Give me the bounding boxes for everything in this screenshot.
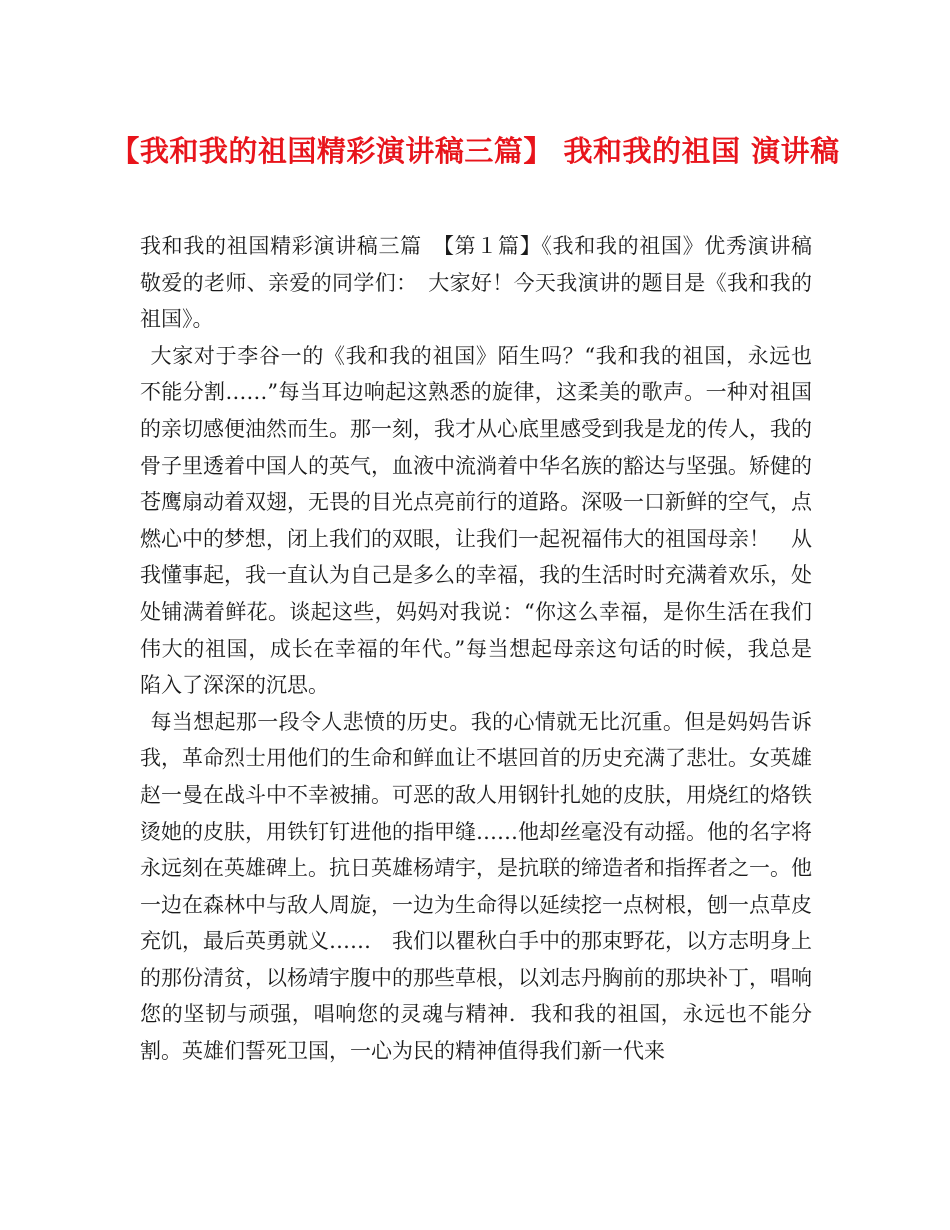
paragraph-history: 每当想起那一段令人悲愤的历史。我的心情就无比沉重。但是妈妈告诉我，革命烈士用他们的生命和鲜血让不堪回首的历史充满了悲壮。女英雄赵一曼在战斗中不幸被捕。可恶的敌人用钢针扎她的皮肤，用烧红的烙铁烫她的皮肤，用铁钉钉进他的指甲缝……他却丝毫没有动摇。他的名字将永远刻在英雄碑上。抗日英雄杨靖宇，是抗联的缔造者和指挥者之一。他一边在森林中与敌人周旋，一边为生命得以延续挖一点树根，刨一点草皮充饥，最后英勇就义…… 我们以瞿秋白手中的那束野花，以方志明身上的那份清贫，以杨靖宇腹中的那些草根，以刘志丹胸前的那块补丁，唱响您的坚韧与顽强，唱响您的灵魂与精神．我和我的祖国，永远也不能分割。英雄们誓死卫国，一心为民的精神值得我们新一代来 bbox=[140, 709, 812, 1064]
document-title: 【我和我的祖国精彩演讲稿三篇】 我和我的祖国 演讲稿 bbox=[110, 134, 840, 168]
document-body bbox=[140, 228, 833, 1070]
paragraph-song: 大家对于李谷一的《我和我的祖国》陌生吗？“我和我的祖国，永远也不能分割……”每当耳边响起这熟悉的旋律，这柔美的歌声。一种对祖国的亲切感便油然而生。那一刻，我才从心底里感受到我是龙的传人，我的骨子里透着中国人的英气，血液中流淌着中华名族的豁达与坚强。矫健的苍鹰扇动着双翅，无畏的目光点亮前行的道路。深吸一口新鲜的空气，点燃心中的梦想，闭上我们的双眼，让我们一起祝福伟大的祖国母亲！ 从我懂事起，我一直认为自己是多么的幸福，我的生活时时充满着欢乐，处处铺满着鲜花。谈起这些，妈妈对我说：“你这么幸福，是你生活在我们伟大的祖国，成长在幸福的年代。”每当想起母亲这句话的时候，我总是陷入了深深的沉思。 bbox=[140, 343, 812, 698]
paragraph-intro: 我和我的祖国精彩演讲稿三篇 【第１篇】《我和我的祖国》优秀演讲稿 敬爱的老师、亲爱的同学们： 大家好！今天我演讲的题目是《我和我的祖国》。 bbox=[140, 234, 833, 332]
